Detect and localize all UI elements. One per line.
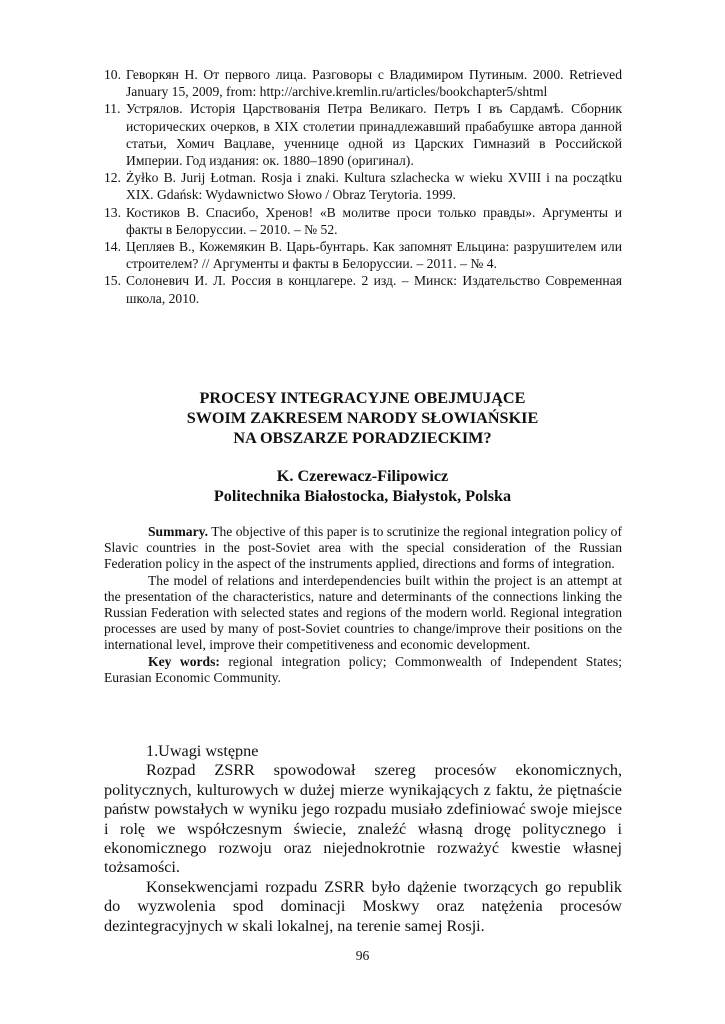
reference-text: Устрялов. Исторія Царствованія Петра Великаго. Петръ I въ Сардамѣ. Сборник исторических очерков, в XIX столетии принадлежавший прабабушке автора данной статьи, Хомич Вацлаве, ученнице одной из Царских Гимназий в Российской Империи. Год издания: ок. 1880–1890 (оригинал). bbox=[126, 101, 622, 169]
reference-number: 12. bbox=[104, 170, 121, 186]
author-name: K. Czerewacz-Filipowicz bbox=[276, 467, 449, 485]
reference-item bbox=[104, 204, 622, 238]
summary-text: The objective of this paper is to scrutinize the regional integration policy of Slavic countries in the post-Soviet area with the special consideration of the Russian Federation policy in the aspect of the instruments applied, directions and forms of integration. bbox=[104, 524, 622, 572]
reference-item bbox=[104, 169, 622, 203]
article-title bbox=[100, 388, 625, 448]
reference-text: Геворкян Н. От первого лица. Разговоры с Владимиром Путиным. 2000. Retrieved January 15, 2009, from: http://archive.kremlin.ru/articles/bookchapter5/shtml bbox=[126, 67, 622, 100]
reference-text: Цепляев В., Кожемякин В. Царь-бунтарь. Как запомнят Ельцина: разрушителем или строителем? // Аргументы и факты в Белоруссии. – 2011. – № 4. bbox=[126, 239, 622, 272]
article-title-line: PROCESY INTEGRACYJNE OBEJMUJĄCE bbox=[199, 389, 526, 407]
keywords-label: Key words: bbox=[148, 653, 220, 669]
keywords bbox=[104, 654, 622, 686]
summary-paragraph bbox=[104, 524, 622, 573]
author-block bbox=[100, 466, 625, 506]
keywords-text: regional integration policy; Commonwealth of Independent States; Eurasian Economic Community. bbox=[104, 653, 622, 685]
summary-paragraph-2: The model of relations and interdependencies built within the project is an attempt at the presentation of the characteristics, nature and determinants of the connections linking the Russian Federation with selected states and regions of the modern world. Regional integration processes are used by many of post-Soviet countries to change/improve their positions on the international level, improve their competitiveness and economic development. bbox=[104, 572, 622, 653]
summary-label: Summary. bbox=[148, 524, 209, 539]
reference-item bbox=[104, 100, 622, 169]
article-title-line: SWOIM ZAKRESEM NARODY SŁOWIAŃSKIE bbox=[186, 409, 539, 427]
reference-text: Солоневич И. Л. Россия в концлагере. 2 изд. – Минск: Издательство Современная школа, 2010. bbox=[126, 273, 622, 306]
reference-item bbox=[104, 66, 622, 100]
reference-number: 15. bbox=[104, 273, 121, 289]
author-affiliation: Politechnika Białostocka, Białystok, Polska bbox=[213, 487, 512, 505]
reference-number: 10. bbox=[104, 67, 121, 82]
reference-list bbox=[104, 66, 622, 307]
article-title-line: NA OBSZARZE PORADZIECKIM? bbox=[233, 429, 492, 447]
body-paragraph: Rozpad ZSRR spowodował szereg procesów ekonomicznych, politycznych, kulturowych w dużej mierze wynikających z faktu, że piętnaście państw powstałych w wyniku jego rozpadu musiało zdefiniować swoje miejsce i rolę we współczesnym świecie, znaleźć własną drogę politycznego i ekonomicznego rozwoju oraz niejednokrotnie rozważyć kwestie własnej tożsamości. bbox=[104, 761, 622, 877]
reference-text: Костиков В. Спасибо, Хренов! «В молитве проси только правды». Аргументы и факты в Белоруссии. – 2010. – № 52. bbox=[126, 204, 622, 237]
reference-number: 11. bbox=[104, 101, 121, 117]
body-text bbox=[104, 742, 622, 936]
section-heading: 1.Uwagi wstępne bbox=[146, 742, 259, 760]
reference-item bbox=[104, 272, 622, 306]
reference-text: Żyłko B. Jurij Łotman. Rosja i znaki. Kultura szlachecka w wieku XVIII i na początku XIX. Gdańsk: Wydawnictwo Słowo / Obraz Terytoria. 1999. bbox=[126, 170, 622, 203]
page-number: 96 bbox=[355, 948, 370, 963]
body-paragraph: Konsekwencjami rozpadu ZSRR było dążenie tworzących go republik do wyzwolenia spod dominacji Moskwy oraz natężenia procesów dezintegracyjnych w skali lokalnej, na terenie samej Rosji. bbox=[104, 877, 622, 935]
reference-number: 14. bbox=[104, 239, 121, 255]
reference-number: 13. bbox=[104, 204, 121, 220]
reference-item bbox=[104, 238, 622, 272]
summary-block bbox=[104, 524, 622, 686]
